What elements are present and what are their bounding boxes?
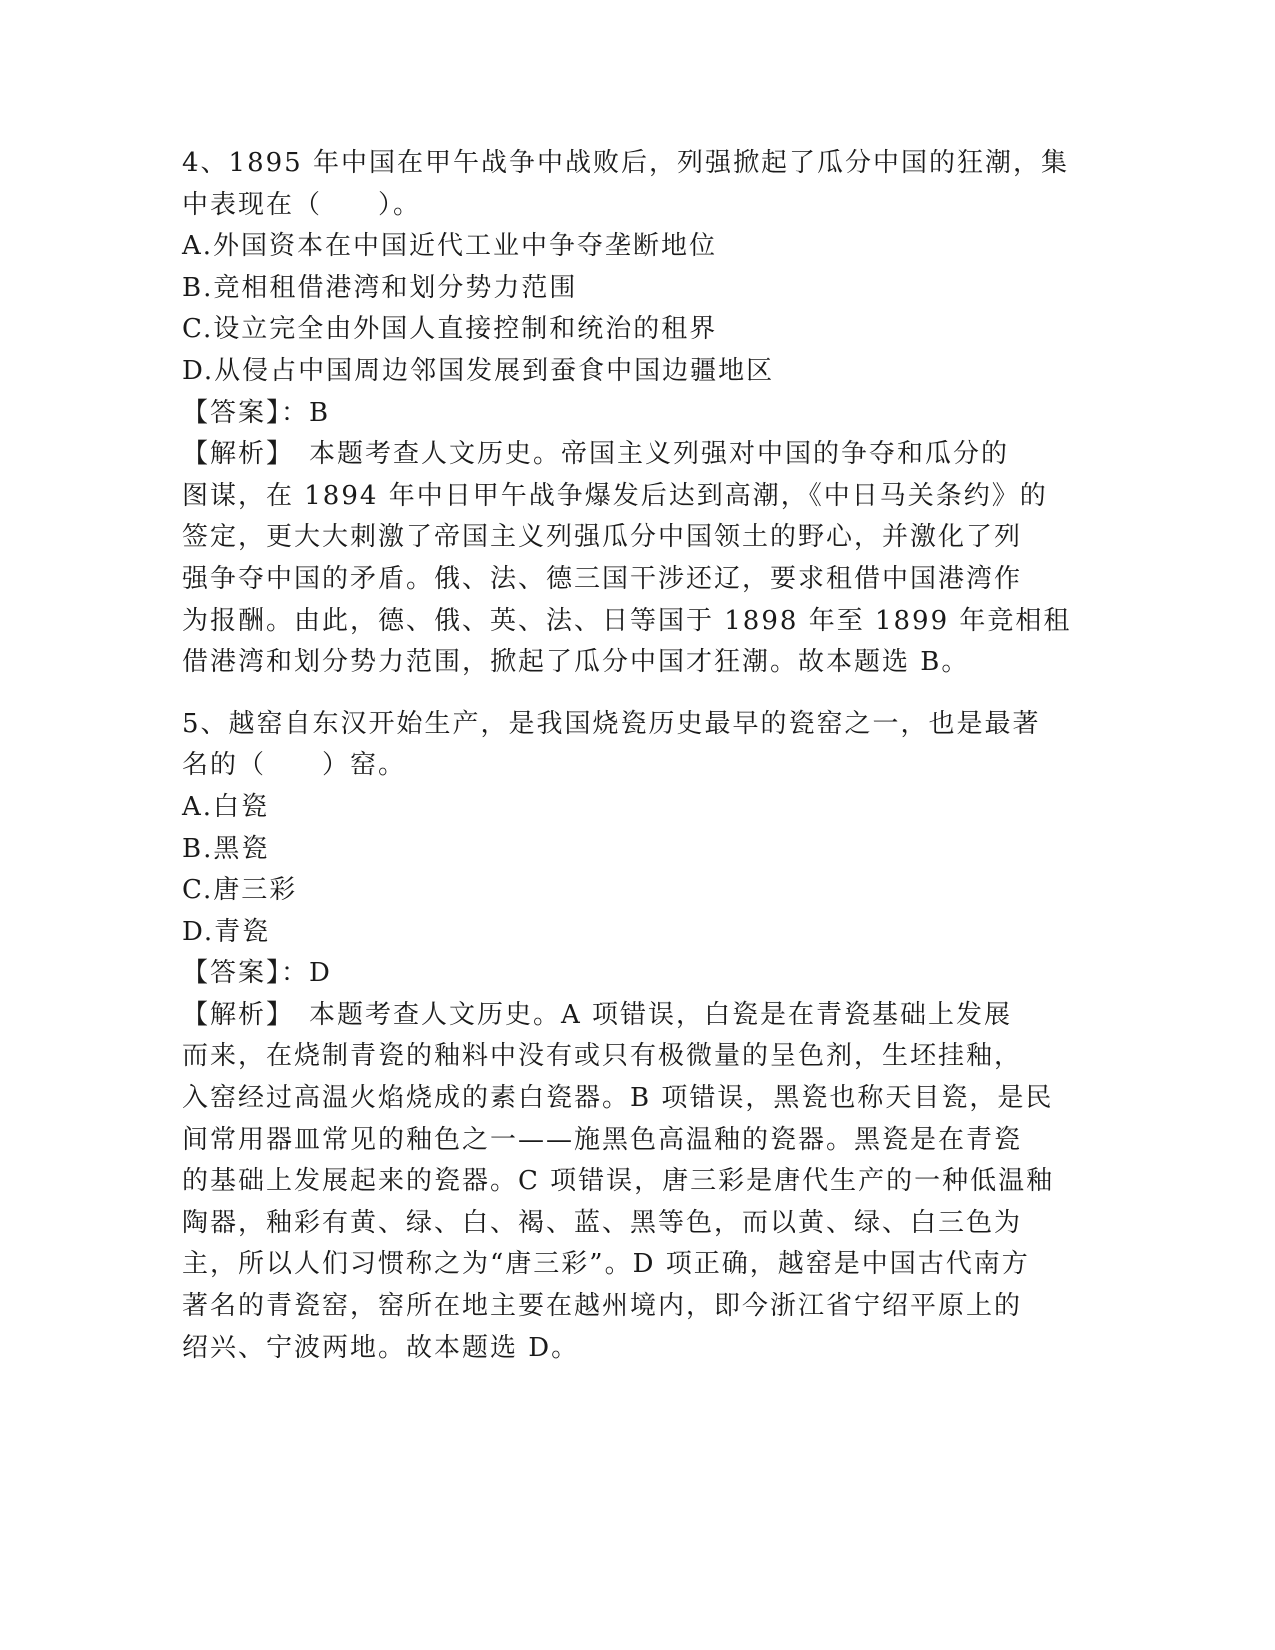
- analysis-line: 强争夺中国的矛盾。俄、法、德三国干涉还辽，要求租借中国港湾作: [182, 563, 1023, 594]
- option-d: D.青瓷: [182, 916, 271, 947]
- analysis-line: 入窑经过高温火焰烧成的素白瓷器。B 项错误，黑瓷也称天目瓷，是民: [182, 1083, 1054, 1114]
- answer-line: 【答案】：D: [182, 958, 332, 989]
- document-page: [182, 143, 1072, 1369]
- option-d: D.从侵占中国周边邻国发展到蚕食中国边疆地区: [182, 355, 775, 386]
- analysis-line: 著名的青瓷窑，窑所在地主要在越州境内，即今浙江省宁绍平原上的: [182, 1291, 1023, 1322]
- question-stem-line: 名的（ ）窑。: [182, 750, 407, 781]
- analysis-line: 而来，在烧制青瓷的釉料中没有或只有极微量的呈色剂，生坯挂釉，: [182, 1041, 1023, 1072]
- option-c: C.设立完全由外国人直接控制和统治的租界: [182, 314, 718, 345]
- analysis-line: 绍兴、宁波两地。故本题选 D。: [182, 1332, 580, 1363]
- option-a: A.白瓷: [182, 791, 270, 822]
- analysis-line: 的基础上发展起来的瓷器。C 项错误，唐三彩是唐代生产的一种低温釉: [182, 1166, 1055, 1197]
- analysis-line: 图谋，在 1894 年中日甲午战争爆发后达到高潮，《中日马关条约》的: [182, 480, 1048, 511]
- analysis-line: 主，所以人们习惯称之为“唐三彩”。D 项正确，越窑是中国古代南方: [182, 1249, 1030, 1280]
- analysis-line: 间常用器皿常见的釉色之一——施黑色高温釉的瓷器。黑瓷是在青瓷: [182, 1124, 1023, 1155]
- question-spacer: [182, 684, 1042, 704]
- question-stem-line: 中表现在（ ）。: [182, 189, 422, 220]
- analysis-line: 签定，更大大刺激了帝国主义列强瓜分中国领土的野心，并激化了列: [182, 522, 1023, 553]
- analysis-line: 陶器，釉彩有黄、绿、白、褐、蓝、黑等色，而以黄、绿、白三色为: [182, 1207, 1023, 1238]
- question-stem-line: 5、越窑自东汉开始生产，是我国烧瓷历史最早的瓷窑之一，也是最著: [182, 708, 1041, 739]
- option-a: A.外国资本在中国近代工业中争夺垄断地位: [182, 231, 718, 262]
- option-c: C.唐三彩: [182, 875, 298, 906]
- answer-line: 【答案】：B: [182, 397, 331, 428]
- analysis-line: 【解析】 本题考查人文历史。A 项错误，白瓷是在青瓷基础上发展: [182, 999, 1013, 1030]
- question-stem-line: 4、1895 年中国在甲午战争中战败后，列强掀起了瓜分中国的狂潮，集: [182, 148, 1069, 178]
- option-b: B.黑瓷: [182, 833, 270, 864]
- question-5: [182, 704, 1055, 1370]
- analysis-line: 【解析】 本题考查人文历史。帝国主义列强对中国的争夺和瓜分的: [182, 439, 1010, 470]
- analysis-line: 借港湾和划分势力范围，掀起了瓜分中国才狂潮。故本题选 B。: [182, 647, 970, 678]
- question-4: [182, 143, 1072, 684]
- analysis-line: 为报酬。由此，德、俄、英、法、日等国于 1898 年至 1899 年竞相租: [182, 605, 1072, 636]
- option-b: B.竞相租借港湾和划分势力范围: [182, 272, 578, 303]
